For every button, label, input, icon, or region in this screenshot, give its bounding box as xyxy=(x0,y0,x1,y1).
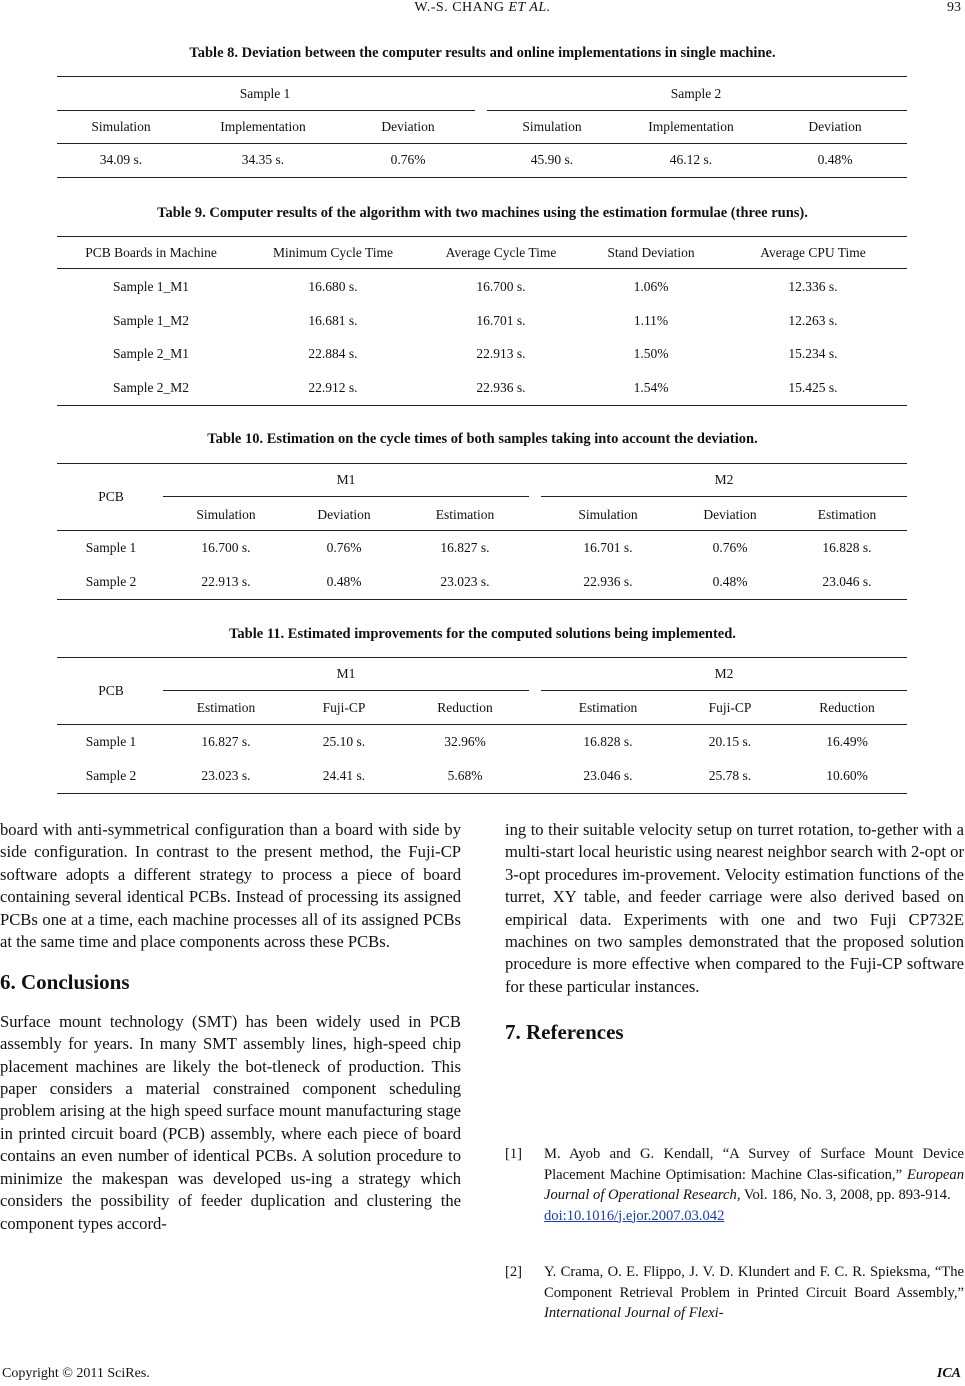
table11-cell: 25.10 s. xyxy=(322,734,366,749)
table9-cell: 22.884 s. xyxy=(308,346,358,361)
table8-caption: Table 8. Deviation between the computer results and online implementations in single machine. xyxy=(189,45,776,61)
table11-cell: 16.49% xyxy=(826,734,868,749)
table10-cell: 23.023 s. xyxy=(440,574,490,589)
table11-cell: 16.827 s. xyxy=(201,734,251,749)
table9-col-header: Minimum Cycle Time xyxy=(272,245,394,260)
reference-1-number: [1] xyxy=(505,1146,523,1162)
table10-cell: 16.827 s. xyxy=(440,540,490,555)
table8-sub-rule-1 xyxy=(57,110,475,111)
table11-cell: 32.96% xyxy=(444,734,486,749)
section-7-heading: 7. References xyxy=(505,1020,624,1045)
table10-cell: 22.936 s. xyxy=(583,574,633,589)
left-paragraph-1: board with anti-symmetrical configuration than a board with side by side configuration. In contrast to the present method, the Fuji-CP software adopts a different strategy to process a piece of board containing several identical PCBs. Instead of processing its assigned PCBs one at a time, each machine processes all of its assigned PCBs at the same time and place components across these PCBs. xyxy=(0,820,461,952)
table11-col-header: Estimation xyxy=(578,700,638,715)
reference-1 xyxy=(505,1144,964,1226)
table9-caption: Table 9. Computer results of the algorithm with two machines using the estimation formulae (three runs). xyxy=(157,205,808,221)
running-header xyxy=(0,0,965,16)
table10-cell: 16.700 s. xyxy=(201,540,251,555)
table9-bottom-rule xyxy=(57,405,907,406)
table9-col-header: Stand Deviation xyxy=(607,245,695,260)
table8-cell: 45.90 s. xyxy=(530,152,574,167)
table9-cell: Sample 2_M1 xyxy=(112,346,190,361)
table11-cell: 24.41 s. xyxy=(322,768,366,783)
header-et-al: ET AL. xyxy=(508,0,551,15)
table8-col-header: Implementation xyxy=(648,119,734,134)
table11-col-header: Reduction xyxy=(819,700,875,715)
reference-1-body xyxy=(544,1144,964,1226)
table10-cell: 22.913 s. xyxy=(201,574,251,589)
table10-top-rule xyxy=(57,463,907,464)
table10-col-header: Simulation xyxy=(196,507,256,522)
table10-col-header: Estimation xyxy=(435,507,495,522)
left-paragraph-2: Surface mount technology (SMT) has been widely used in PCB assembly for years. In many SMT assembly lines, high-speed chip placement machines are likely the bot-tleneck of production. This paper considers a material constrained component scheduling problem arising at the high speed surface mount manufacturing stage in printed circuit board (PCB) assembly, where each piece of board contains an even number of identical PCBs. A solution procedure to minimize the makespan was developed us-ing a strategy which considers the possibility of feeder duplication and clustering the component types accord- xyxy=(0,1011,461,1233)
table8-col-header: Simulation xyxy=(91,119,151,134)
section-6-heading: 6. Conclusions xyxy=(0,970,130,995)
table10-group-m2: M2 xyxy=(714,472,734,487)
table10-mid-rule xyxy=(57,530,907,531)
table11-cell: 5.68% xyxy=(447,768,483,783)
table9-cell: 15.425 s. xyxy=(788,380,838,395)
table11-col-header: Reduction xyxy=(437,700,493,715)
table10-col-header: Deviation xyxy=(317,507,371,522)
table11-group-m1: M1 xyxy=(336,666,356,681)
header-author: W.-S. CHANG xyxy=(414,0,505,15)
footer-journal: ICA xyxy=(936,1366,961,1381)
table11-caption: Table 11. Estimated improvements for the computed solutions being implemented. xyxy=(229,626,736,642)
reference-2-body xyxy=(544,1262,964,1324)
table10-caption: Table 10. Estimation on the cycle times of both samples taking into account the deviation. xyxy=(207,431,758,447)
table9-col-header: Average CPU Time xyxy=(760,245,866,260)
table11-group-m2: M2 xyxy=(714,666,734,681)
table8-top-rule xyxy=(57,76,907,77)
table9-cell: 16.681 s. xyxy=(308,313,358,328)
table10-col-header: Simulation xyxy=(578,507,638,522)
table11-col-header: Fuji-CP xyxy=(322,700,366,715)
table9-cell: Sample 1_M1 xyxy=(112,279,190,294)
table11-col-header: Fuji-CP xyxy=(708,700,752,715)
table11-cell: 25.78 s. xyxy=(708,768,752,783)
reference-1-text: M. Ayob and G. Kendall, “A Survey of Surface Mount Device Placement Machine Optimisation: Machine Clas-sification,” xyxy=(544,1146,964,1183)
table10-cell: Sample 1 xyxy=(85,540,137,555)
table10-cell: 0.48% xyxy=(712,574,748,589)
table9-cell: 15.234 s. xyxy=(788,346,838,361)
right-paragraph-1: ing to their suitable velocity setup on turret rotation, to-gether with a multi-start local heuristic using nearest neighbor search with 2-opt or 3-opt procedures im-provement. Velocity estimation functions of the turret, XY table, and feeder carriage were also derived based on empirical data. Experiments with one and two Fuji CP732E machines on two samples demonstrated that the proposed solution procedure is more effective when compared to the Fuji-CP software for these particular instances. xyxy=(505,820,964,996)
table10-cell: 0.76% xyxy=(712,540,748,555)
table11-top-rule xyxy=(57,657,907,658)
reference-2 xyxy=(505,1262,964,1324)
table9-cell: Sample 2_M2 xyxy=(112,380,190,395)
table11-cell: 23.046 s. xyxy=(583,768,633,783)
table9-cell: 16.700 s. xyxy=(476,279,526,294)
reference-2-number: [2] xyxy=(505,1264,523,1280)
table8-group-sample2: Sample 2 xyxy=(670,86,722,101)
table9-cell: 1.11% xyxy=(633,313,669,328)
table8-col-header: Deviation xyxy=(808,119,862,134)
table11-cell: Sample 1 xyxy=(85,734,137,749)
reference-2-text: Y. Crama, O. E. Flippo, J. V. D. Klundert and F. C. R. Spieksma, “The Component Retrieval Problem in Printed Circuit Board Assembly,” xyxy=(544,1264,964,1301)
table8-col-header: Simulation xyxy=(522,119,582,134)
table8-mid-rule xyxy=(57,143,907,144)
table9-top-rule xyxy=(57,236,907,237)
table9-cell: 1.54% xyxy=(633,380,669,395)
table8-cell: 34.35 s. xyxy=(241,152,285,167)
table9-cell: 16.701 s. xyxy=(476,313,526,328)
table9-cell: Sample 1_M2 xyxy=(112,313,190,328)
table8-cell: 0.76% xyxy=(390,152,426,167)
table8-group-sample1: Sample 1 xyxy=(239,86,291,101)
table11-cell: 10.60% xyxy=(826,768,868,783)
table10-group-m1: M1 xyxy=(336,472,356,487)
table9-cell: 22.936 s. xyxy=(476,380,526,395)
table9-cell: 22.913 s. xyxy=(476,346,526,361)
table11-cell: 20.15 s. xyxy=(708,734,752,749)
table11-pcb-header: PCB xyxy=(98,683,124,698)
right-column xyxy=(505,819,964,1060)
reference-1-doi-link[interactable]: doi:10.1016/j.ejor.2007.03.042 xyxy=(544,1207,725,1224)
reference-2-journal: International Journal of Flexi- xyxy=(544,1305,724,1321)
table8-col-header: Implementation xyxy=(220,119,306,134)
table10-sub-rule-1 xyxy=(163,496,529,497)
table11-cell: 16.828 s. xyxy=(583,734,633,749)
footer-copyright: Copyright © 2011 SciRes. xyxy=(2,1366,150,1381)
table10-cell: 0.48% xyxy=(326,574,362,589)
table11-col-header: Estimation xyxy=(196,700,256,715)
table10-cell: 16.701 s. xyxy=(583,540,633,555)
table9-mid-rule xyxy=(57,268,907,269)
table9-cell: 12.336 s. xyxy=(788,279,838,294)
table10-pcb-header: PCB xyxy=(98,489,124,504)
page-number: 93 xyxy=(947,0,961,15)
table11-sub-rule-1 xyxy=(163,690,529,691)
table10-bottom-rule xyxy=(57,599,907,600)
table9-cell: 16.680 s. xyxy=(308,279,358,294)
table10-cell: 16.828 s. xyxy=(822,540,872,555)
table9-cell: 22.912 s. xyxy=(308,380,358,395)
table8-sub-rule-2 xyxy=(487,110,907,111)
left-column xyxy=(0,819,461,1235)
table9-cell: 12.263 s. xyxy=(788,313,838,328)
table9-cell: 1.06% xyxy=(633,279,669,294)
table11-cell: 23.023 s. xyxy=(201,768,251,783)
reference-1-journal: European Journal of Operational Research xyxy=(544,1166,964,1203)
table11-bottom-rule xyxy=(57,793,907,794)
table10-col-header: Estimation xyxy=(817,507,877,522)
table11-sub-rule-2 xyxy=(541,690,907,691)
table9-cell: 1.50% xyxy=(633,346,669,361)
table9-col-header: PCB Boards in Machine xyxy=(85,245,217,260)
table10-cell: 23.046 s. xyxy=(822,574,872,589)
reference-1-tail: , Vol. 186, No. 3, 2008, pp. 893-914. xyxy=(736,1187,951,1203)
table8-cell: 46.12 s. xyxy=(669,152,713,167)
table10-cell: 0.76% xyxy=(326,540,362,555)
table9-col-header: Average Cycle Time xyxy=(445,245,557,260)
table10-col-header: Deviation xyxy=(703,507,757,522)
table8-cell: 34.09 s. xyxy=(99,152,143,167)
table8-col-header: Deviation xyxy=(381,119,435,134)
table11-cell: Sample 2 xyxy=(85,768,137,783)
table8-bottom-rule xyxy=(57,177,907,178)
table10-cell: Sample 2 xyxy=(85,574,137,589)
table8-cell: 0.48% xyxy=(817,152,853,167)
table10-sub-rule-2 xyxy=(541,496,907,497)
table11-mid-rule xyxy=(57,724,907,725)
